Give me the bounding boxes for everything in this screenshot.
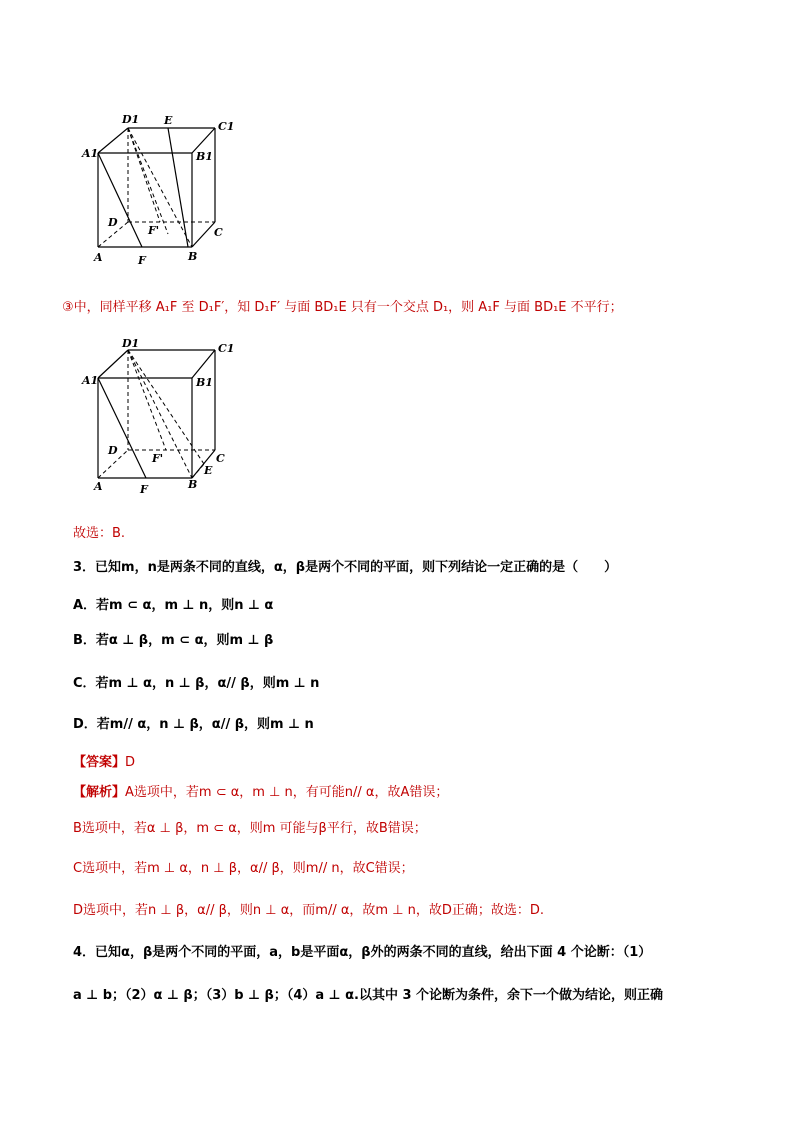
q4-line-1: 4．已知α，β是两个不同的平面，a，b是平面α，β外的两条不同的直线，给出下面 4 个论断：（1） bbox=[73, 945, 652, 960]
label-A1: A1 bbox=[82, 374, 99, 387]
label-C1: C1 bbox=[218, 342, 235, 355]
label-Fp: F' bbox=[148, 224, 160, 237]
choose-previous: 故选：B. bbox=[73, 526, 126, 541]
q3-answer bbox=[73, 751, 135, 770]
label-E: E bbox=[204, 464, 213, 477]
q3-analysis-a bbox=[73, 781, 448, 800]
note-3: ③中，同样平移 A₁F 至 D₁F′，知 D₁F′ 与面 BD₁E 只有一个交点 D₁，则 A₁F 与面 BD₁E 不平行； bbox=[62, 300, 623, 315]
q4-line-2: a ⊥ b；（2）α ⊥ β；（3）b ⊥ β；（4）a ⊥ α.以其中 3 个论断为条件，余下一个做为结论，则正确 bbox=[73, 988, 664, 1003]
q3-analysis-c: C选项中，若m ⊥ α，n ⊥ β，α// β，则m// n，故C错误； bbox=[73, 861, 414, 876]
label-E: E bbox=[164, 114, 173, 127]
q3-analysis-d: D选项中，若n ⊥ β，α// β，则n ⊥ α，而m// α，故m ⊥ n，故D正确；故选：D. bbox=[73, 903, 545, 918]
label-D1: D1 bbox=[122, 113, 140, 126]
q3-option-c: C．若m ⊥ α，n ⊥ β，α// β，则m ⊥ n bbox=[73, 676, 320, 691]
analysis-tag: 【解析】 bbox=[73, 785, 126, 800]
label-A: A bbox=[94, 251, 103, 264]
q3-option-d: D．若m// α，n ⊥ β，α// β，则m ⊥ n bbox=[73, 717, 314, 732]
label-A: A bbox=[94, 480, 103, 493]
label-B1: B1 bbox=[196, 150, 213, 163]
label-F: F bbox=[140, 483, 148, 496]
cube-figure-2 bbox=[80, 338, 250, 498]
label-B: B bbox=[188, 478, 198, 491]
q3-option-a: A．若m ⊂ α，m ⊥ n，则n ⊥ α bbox=[73, 598, 274, 613]
q3-stem: 3．已知m，n是两条不同的直线，α，β是两个不同的平面，则下列结论一定正确的是（ ） bbox=[73, 560, 618, 575]
q3-option-b: B．若α ⊥ β，m ⊂ α，则m ⊥ β bbox=[73, 633, 274, 648]
cube-figure-1 bbox=[80, 110, 250, 270]
label-C: C bbox=[216, 452, 225, 465]
answer-value: D bbox=[125, 755, 136, 770]
label-D: D bbox=[108, 444, 118, 457]
analysis-line: A选项中，若m ⊂ α，m ⊥ n，有可能n// α，故A错误； bbox=[125, 785, 449, 800]
label-Fp: F' bbox=[152, 452, 164, 465]
label-D: D bbox=[108, 216, 118, 229]
label-D1: D1 bbox=[122, 338, 140, 350]
label-F: F bbox=[138, 254, 146, 267]
q3-analysis-b: B选项中，若α ⊥ β，m ⊂ α，则m 可能与β平行，故B错误； bbox=[73, 821, 427, 836]
answer-tag: 【答案】 bbox=[73, 755, 126, 770]
label-C: C bbox=[214, 226, 223, 239]
label-B1: B1 bbox=[196, 376, 213, 389]
label-C1: C1 bbox=[218, 120, 235, 133]
label-B: B bbox=[188, 250, 198, 263]
label-A1: A1 bbox=[82, 147, 99, 160]
